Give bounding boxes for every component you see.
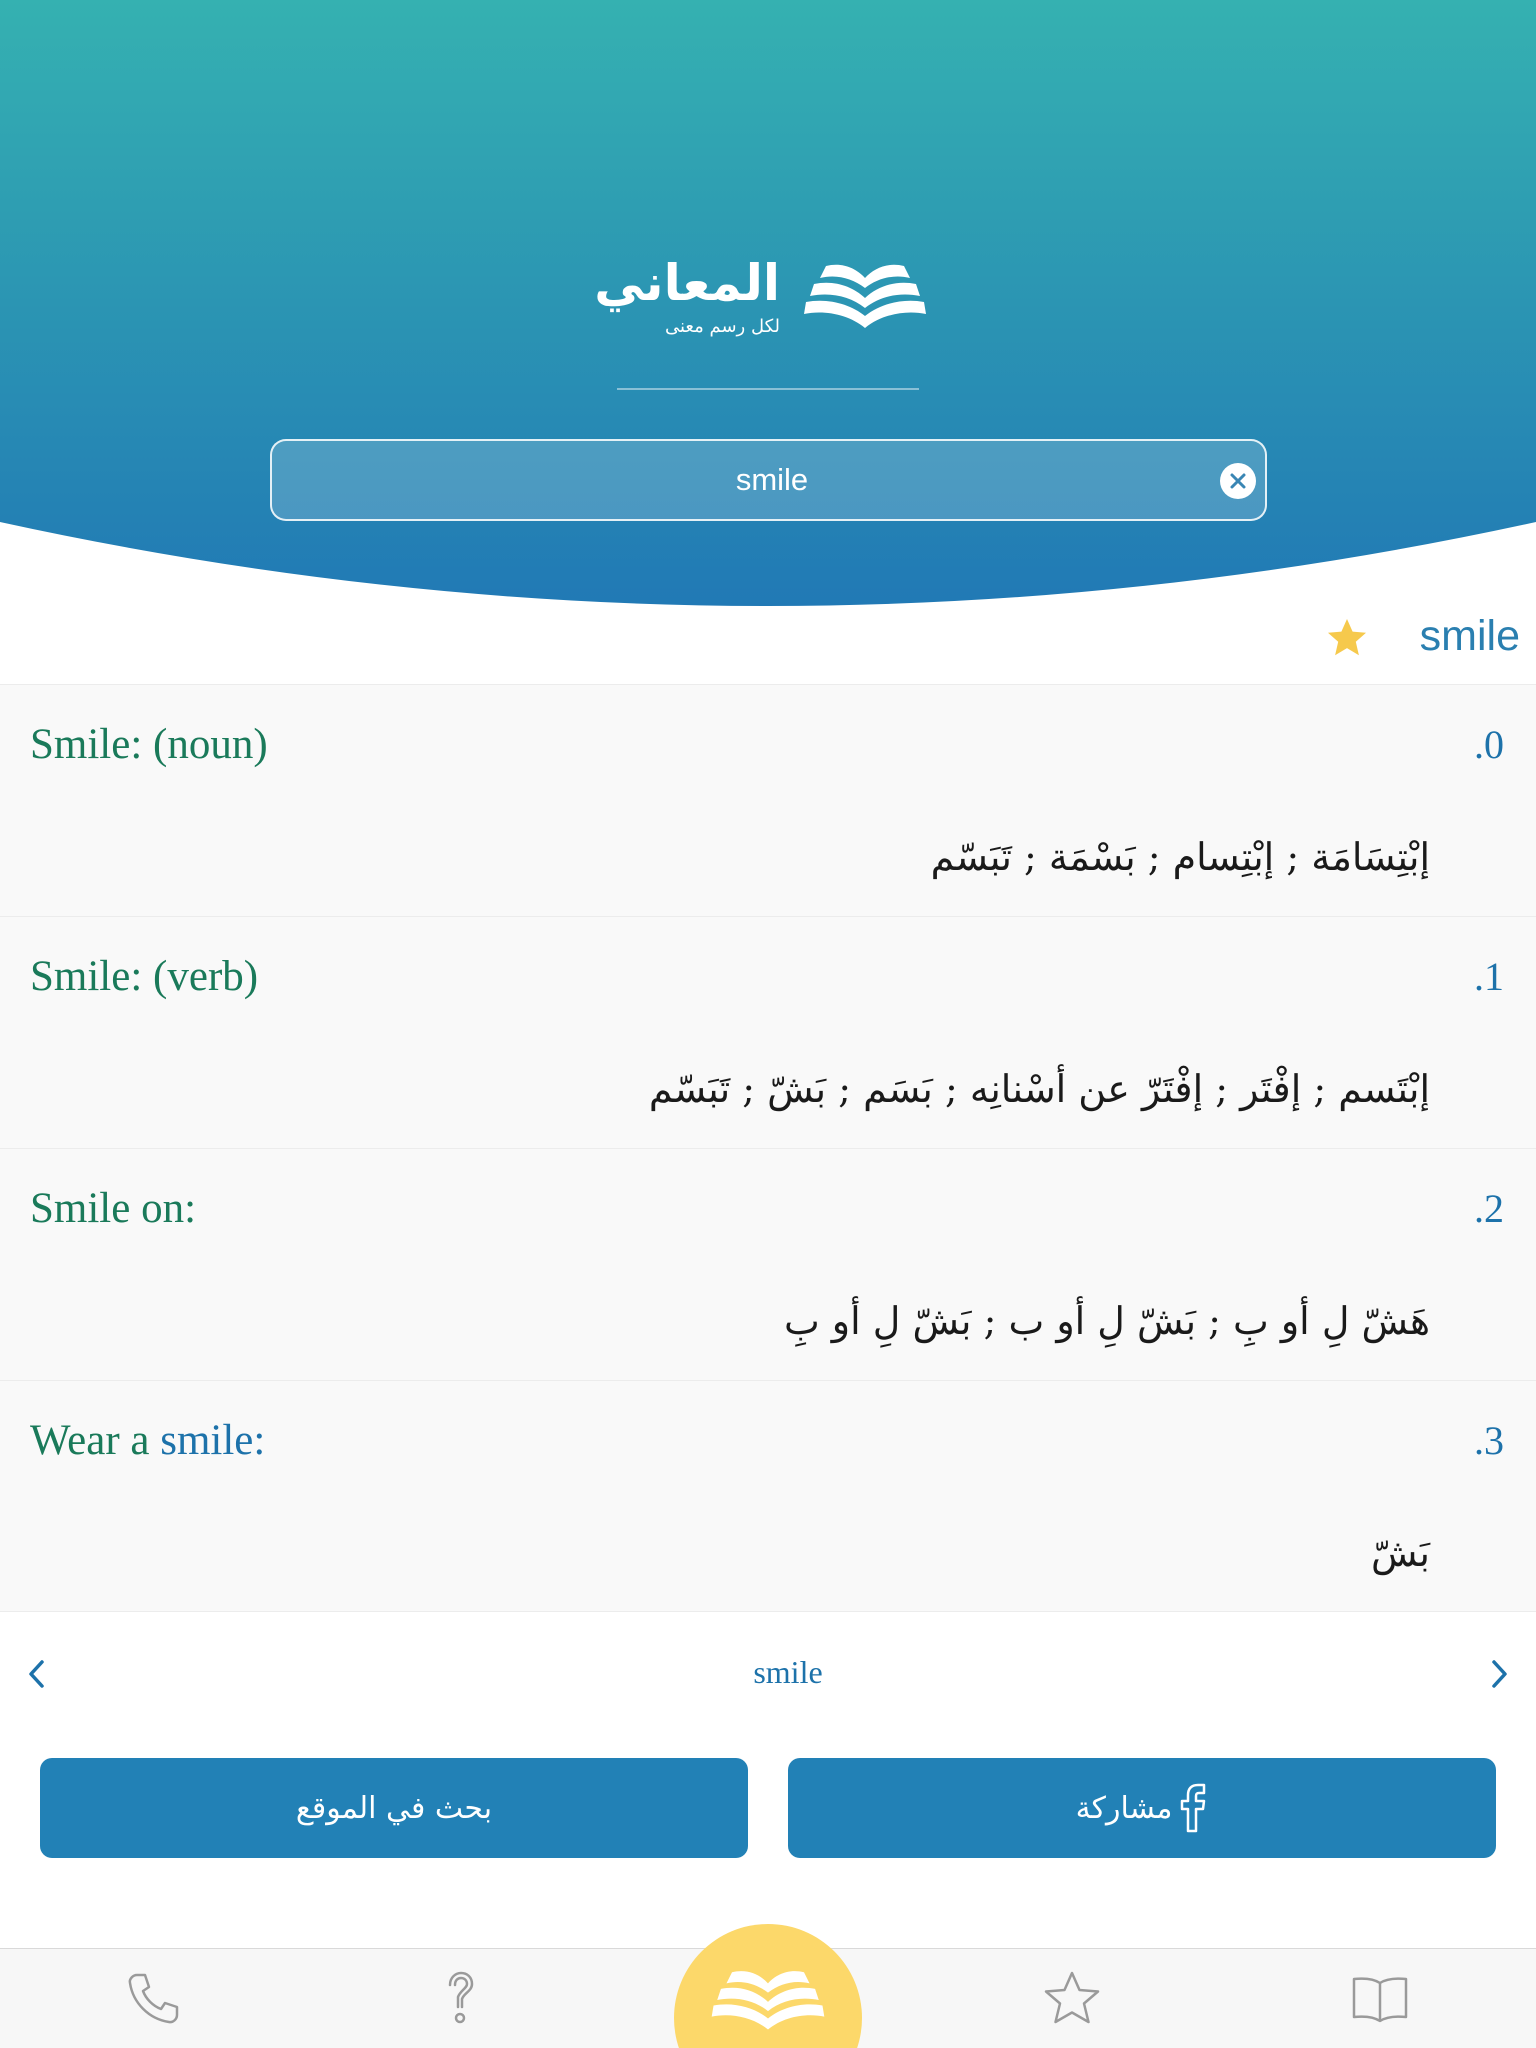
share-label: مشاركة — [1075, 1790, 1173, 1826]
meaning-term: Smile on: — [30, 1185, 197, 1232]
list-item — [0, 1148, 1536, 1380]
logo-tagline: لكل رسم معنى — [664, 316, 780, 337]
meaning-number: .1 — [1474, 954, 1504, 999]
chevron-left-icon[interactable] — [20, 1654, 54, 1694]
meaning-arabic: إبْتَسم ; إفْتَر ; إفْتَرّ عن أسْنانِه ; بَسَم ; بَشّ ; تَبَسّم — [648, 1067, 1430, 1111]
search-site-label: بحث في الموقع — [295, 1790, 493, 1826]
meaning-number: .3 — [1474, 1418, 1504, 1463]
logo-title: المعاني — [594, 254, 780, 312]
star-icon[interactable] — [1042, 1969, 1102, 2029]
app-logo — [594, 248, 930, 348]
meanings-list — [0, 684, 1536, 1612]
star-icon[interactable] — [1325, 617, 1369, 659]
list-item — [0, 916, 1536, 1148]
list-item — [0, 1380, 1536, 1612]
word-title: smile — [1419, 612, 1520, 660]
pager-label[interactable]: smile — [753, 1654, 823, 1690]
header — [0, 0, 1536, 610]
meaning-arabic: هَشّ لِ أو بِ ; بَشّ لِ أو ب ; بَشّ لِ أو بِ — [783, 1299, 1430, 1343]
meaning-term-link[interactable]: smile: — [160, 1417, 266, 1464]
meaning-number: .2 — [1474, 1186, 1504, 1231]
close-icon[interactable] — [1220, 463, 1256, 499]
word-heading — [0, 605, 1536, 685]
home-tab[interactable] — [674, 1924, 862, 2048]
book-icon[interactable] — [1350, 1969, 1410, 2029]
meaning-arabic: بَشّ — [1370, 1531, 1430, 1575]
meaning-term-prefix: Wear a — [30, 1417, 161, 1464]
home-book-icon — [708, 1960, 828, 2040]
search-site-button[interactable] — [40, 1758, 748, 1858]
meaning-arabic: إبْتِسَامَة ; إبْتِسام ; بَسْمَة ; تَبَسّم — [930, 835, 1430, 879]
word-pager — [0, 1640, 1536, 1710]
meaning-term: Smile: (noun) — [30, 721, 268, 768]
meaning-term: Smile: (verb) — [30, 953, 259, 1000]
list-item — [0, 684, 1536, 916]
help-icon[interactable] — [430, 1969, 490, 2029]
header-divider — [617, 388, 919, 390]
chevron-right-icon[interactable] — [1482, 1654, 1516, 1694]
meaning-term — [30, 1413, 265, 1469]
facebook-icon — [1178, 1783, 1208, 1833]
phone-icon[interactable] — [123, 1969, 183, 2029]
share-button-content — [788, 1758, 1496, 1858]
open-book-logo-icon — [800, 256, 930, 336]
search-box[interactable] — [270, 439, 1267, 521]
meaning-number: .0 — [1474, 722, 1504, 767]
share-button[interactable] — [788, 1758, 1496, 1858]
search-site-button-content — [40, 1758, 748, 1858]
search-input[interactable] — [352, 441, 1192, 519]
